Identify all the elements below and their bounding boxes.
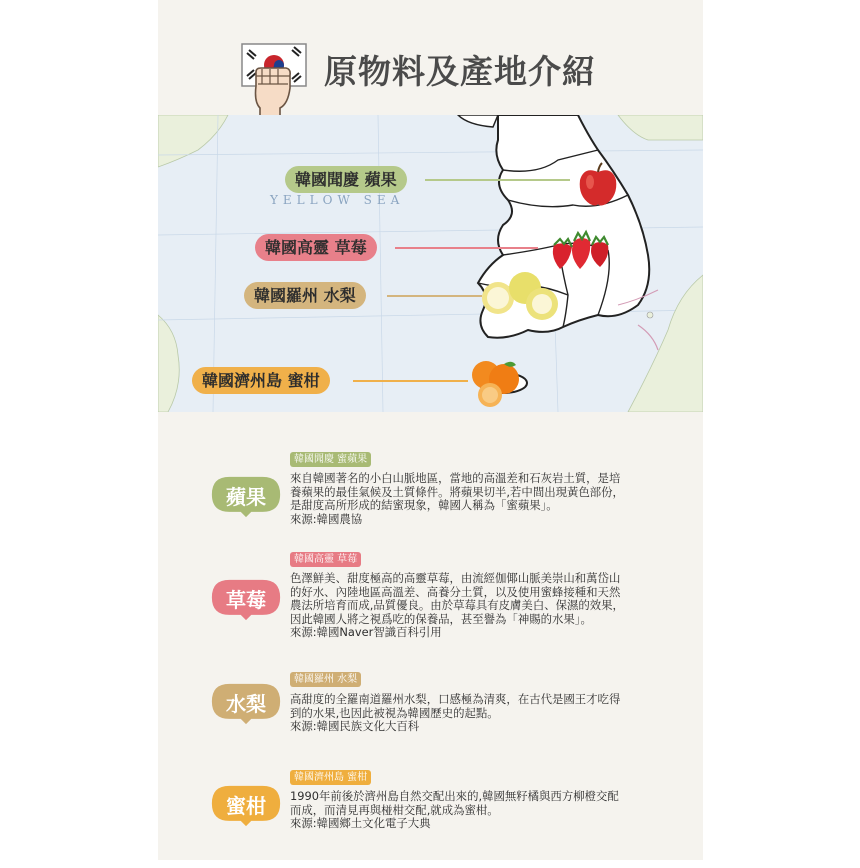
map-label-strawberry: 韓國高靈 草莓	[255, 234, 377, 261]
desc-line: 農法所培育而成,品質優良。由於草莓具有皮膚美白、保濕的效果，	[290, 598, 624, 612]
desc-line: 而成，而清見再與椪柑交配,就成為蜜柑。	[290, 802, 499, 817]
leader-line-strawberry	[395, 247, 538, 249]
tangerine-description	[290, 790, 652, 831]
sea-label: YELLOW SEA	[270, 193, 405, 207]
korea-flag-fist-icon	[240, 42, 312, 120]
pear-bubble-label: 水梨	[226, 692, 266, 716]
leader-line-tangerine	[353, 380, 468, 382]
section-apple	[158, 448, 703, 548]
apple-bubble-label: 蘋果	[226, 485, 266, 509]
desc-line: 養蘋果的最佳氣候及土質條件。將蘋果切半,若中間出現黃色部份，	[290, 484, 624, 499]
source-line: 來源:韓國Naver智識百科引用	[290, 625, 442, 639]
source-line: 來源:韓國民族文化大百科	[290, 719, 420, 733]
desc-line: 高甜度的全羅南道羅州水梨，口感極為清爽，在古代是國王才吃得	[290, 692, 621, 706]
section-tangerine	[158, 768, 703, 868]
origin-map	[158, 115, 703, 412]
strawberry-bubble-label: 草莓	[226, 588, 266, 612]
page	[158, 0, 703, 860]
section-strawberry	[158, 549, 703, 649]
pear-description	[290, 693, 652, 734]
desc-line: 是甜度高所形成的結蜜現象，韓國人稱為「蜜蘋果」。	[290, 498, 558, 512]
header	[158, 0, 703, 115]
page-title: 原物料及產地介紹	[324, 52, 596, 91]
strawberry-icon	[546, 227, 616, 272]
desc-line: 因此韓國人將之視爲吃的保養品，甚至譽為「神賜的水果」。	[290, 611, 592, 626]
leader-line-apple	[425, 179, 570, 181]
tangerine-icon	[468, 353, 524, 409]
source-line: 來源:韓國農協	[290, 511, 363, 526]
desc-line: 的好水、內陸地區高溫差、高養分土質，以及使用蜜蜂接種和天然	[290, 584, 621, 599]
pear-tag: 韓國羅州 水梨	[290, 672, 361, 687]
leader-line-pear	[387, 295, 482, 297]
desc-line: 來自韓國著名的小白山脈地區，當地的高溫差和石灰岩土質，是培	[290, 471, 621, 485]
strawberry-description	[290, 572, 652, 640]
map-label-pear: 韓國羅州 水梨	[244, 282, 366, 309]
source-line: 來源:韓國鄉土文化電子大典	[290, 816, 431, 830]
desc-line: 1990年前後於濟州島自然交配出來的,韓國無籽橘與西方柳橙交配	[290, 789, 619, 803]
pear-icon	[480, 270, 562, 322]
tangerine-tag: 韓國濟州島 蜜柑	[290, 770, 371, 785]
section-pear	[158, 670, 703, 770]
apple-icon	[574, 160, 622, 208]
apple-description	[290, 472, 652, 526]
strawberry-tag: 韓國高靈 草莓	[290, 552, 361, 567]
map-label-tangerine: 韓國濟州島 蜜柑	[192, 367, 330, 394]
map-label-apple: 韓國聞慶 蘋果	[285, 166, 407, 193]
apple-tag: 韓國聞慶 蜜蘋果	[290, 452, 371, 467]
desc-line: 色澤鮮美、甜度極高的高靈草莓，由流經伽倻山脈美崇山和萬岱山	[290, 571, 621, 585]
desc-line: 到的水果,也因此被視為韓國歷史的起點。	[290, 705, 499, 720]
tangerine-bubble-label: 蜜柑	[226, 794, 266, 818]
